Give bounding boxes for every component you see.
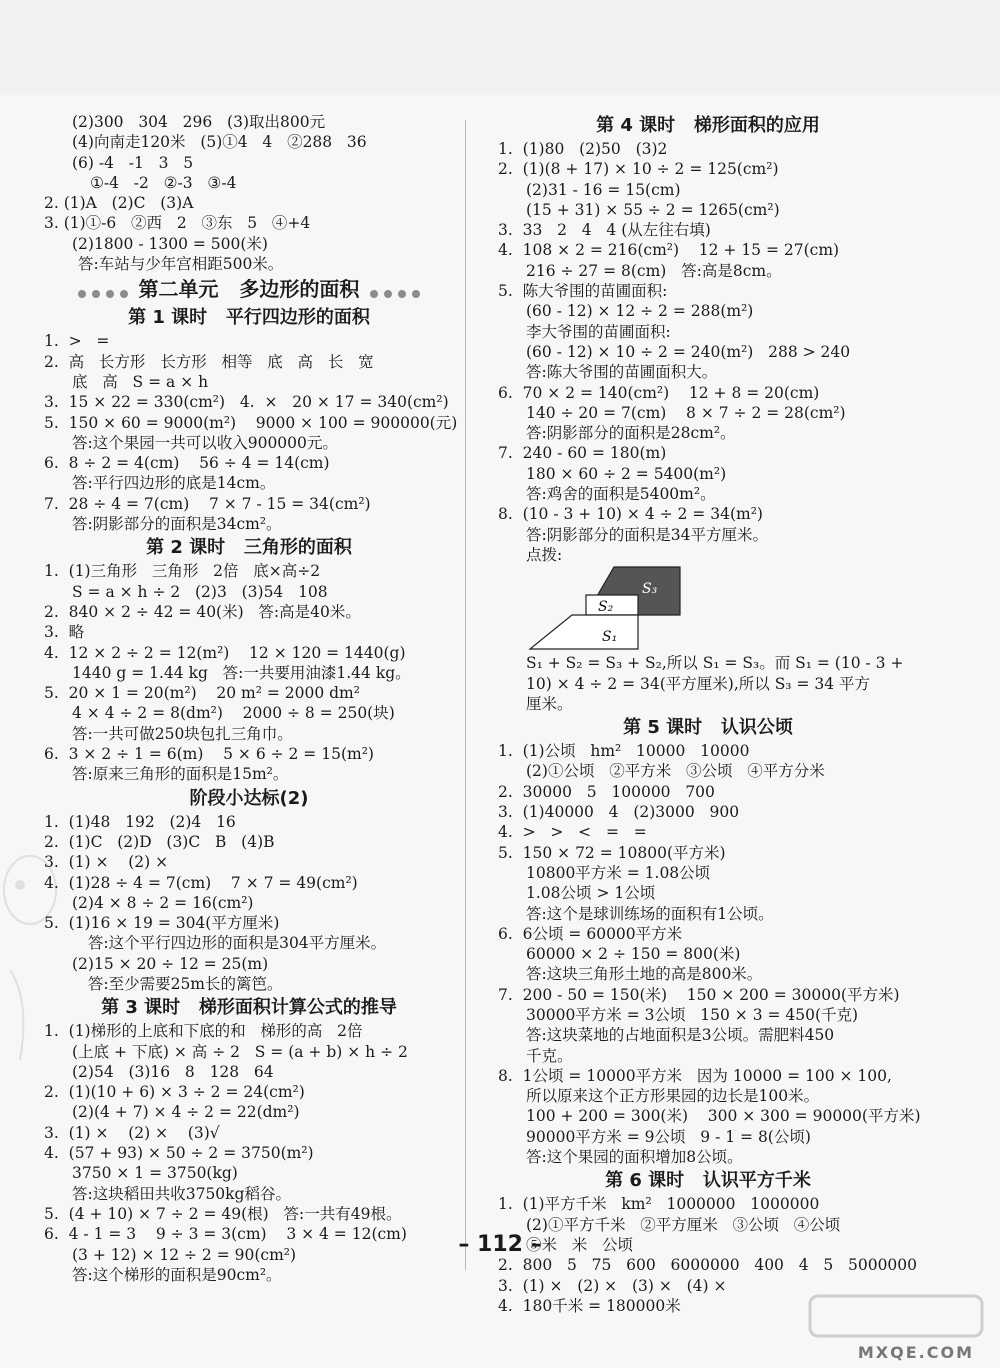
- answer-line: 7. 200 - 50 = 150(米) 150 × 200 = 30000(平方米): [498, 985, 900, 1004]
- answer-line: (2)15 × 20 ÷ 12 = 25(m): [72, 954, 269, 973]
- lesson-heading: 阶段小达标(2): [189, 787, 309, 809]
- answer-line: 1. > =: [44, 332, 110, 351]
- answer-line: 7. 240 - 60 = 180(m): [498, 444, 667, 463]
- answer-line: 答:鸡舍的面积是5400m²。: [526, 485, 716, 504]
- answer-line: 6. 4 - 1 = 3 9 ÷ 3 = 3(cm) 3 × 4 = 12(cm): [44, 1225, 407, 1244]
- unit-heading: [44, 274, 454, 304]
- unit-heading-text: 第二单元 多边形的面积: [138, 277, 360, 302]
- answer-line: 答:阴影部分的面积是34cm²。: [72, 515, 282, 534]
- answer-line: 1. (1)梯形的上底和下底的和 梯形的高 2倍: [44, 1022, 363, 1041]
- answer-line: 5. 150 × 60 = 9000(m²) 9000 × 100 = 900000(元): [44, 413, 458, 432]
- answer-line: 6. 8 ÷ 2 = 4(cm) 56 ÷ 4 = 14(cm): [44, 454, 330, 473]
- answer-line: 2. (1)C (2)D (3)C B (4)B: [44, 832, 275, 851]
- s3-label: S₃: [642, 581, 658, 598]
- answer-line: 答:阴影部分的面积是34平方厘米。: [526, 525, 768, 544]
- answer-line: 3. (1)40000 4 (2)3000 900: [498, 803, 740, 822]
- answer-line: 1. (1)48 192 (2)4 16: [44, 812, 236, 831]
- right-answer-column: [498, 112, 921, 1316]
- decorative-dots: [367, 276, 423, 306]
- lesson-heading: 第 2 课时 三角形的面积: [146, 537, 352, 559]
- answer-line: 1440 g = 1.44 kg 答:一共要用油漆1.44 kg。: [72, 663, 411, 682]
- answer-line: 答:这块稻田共收3750kg稻谷。: [72, 1184, 291, 1203]
- answer-line: 答:至少需要25m长的篱笆。: [78, 974, 283, 993]
- answer-line: 8. 1公顷 = 10000平方米 因为 10000 = 100 × 100,: [498, 1066, 892, 1085]
- answer-line: 厘米。: [526, 694, 573, 713]
- answer-line: (2)1800 - 1300 = 500(米): [72, 234, 268, 253]
- answer-line: 答:这块三角形土地的高是800米。: [526, 965, 763, 984]
- answer-line: (上底 + 下底) × 高 ÷ 2 S = (a + b) × h ÷ 2: [72, 1042, 408, 1061]
- column-divider: [465, 120, 466, 1270]
- answer-line: 216 ÷ 27 = 8(cm) 答:高是8cm。: [526, 261, 782, 280]
- answer-line: 8. (10 - 3 + 10) × 4 ÷ 2 = 34(m²): [498, 505, 763, 524]
- answer-line: (2)54 (3)16 8 128 64: [72, 1062, 274, 1081]
- answer-line: (4)向南走120米 (5)①4 4 ②288 36: [72, 133, 367, 152]
- answer-line: 5. 陈大爷围的苗圃面积:: [498, 282, 668, 301]
- answer-line: 1.08公顷 > 1公顷: [526, 884, 656, 903]
- answer-line: 底 高 S = a × h: [72, 372, 209, 391]
- lesson-heading: 第 1 课时 平行四边形的面积: [128, 307, 370, 329]
- answer-line: 2. (1)(10 + 6) × 3 ÷ 2 = 24(cm²): [44, 1083, 305, 1102]
- page-number: – 112 –: [458, 1232, 542, 1257]
- answer-line: ①-4 -2 ②-3 ③-4: [90, 173, 237, 192]
- answer-line: 答:这个梯形的面积是90cm²。: [72, 1265, 282, 1284]
- answer-line: 6. 70 × 2 = 140(cm²) 12 + 8 = 20(cm): [498, 383, 820, 402]
- answer-line: 60000 × 2 ÷ 150 = 800(米): [526, 945, 741, 964]
- answer-line: 4. (57 + 93) × 50 ÷ 2 = 3750(m²): [44, 1144, 314, 1163]
- answer-line: S = a × h ÷ 2 (2)3 (3)54 108: [72, 582, 328, 601]
- answer-line: 答:阴影部分的面积是28cm²。: [526, 424, 736, 443]
- answer-line: 3750 × 1 = 3750(kg): [72, 1164, 238, 1183]
- answer-line: (60 - 12) × 10 ÷ 2 = 240(m²) 288 > 240: [526, 342, 851, 361]
- watermark-text: MXQE.COM: [857, 1343, 974, 1362]
- answer-line: 2. 840 × 2 ÷ 42 = 40(米) 答:高是40米。: [44, 602, 361, 621]
- answer-line: 答:这个果园的面积增加8公顷。: [526, 1148, 743, 1167]
- answer-line: 点拨:: [526, 545, 563, 564]
- answer-line: 答:平行四边形的底是14cm。: [72, 474, 276, 493]
- answer-line: 5. 20 × 1 = 20(m²) 20 m² = 2000 dm²: [44, 684, 360, 703]
- answer-line: 10) × 4 ÷ 2 = 34(平方厘米),所以 S₃ = 34 平方: [526, 674, 871, 693]
- answer-line: 4 × 4 ÷ 2 = 8(dm²) 2000 ÷ 8 = 250(块): [72, 704, 395, 723]
- lesson-heading: 第 3 课时 梯形面积计算公式的推导: [101, 997, 397, 1019]
- answer-line: 90000平方米 = 9公顷 9 - 1 = 8(公顷): [526, 1127, 811, 1146]
- answer-line: 千克。: [526, 1046, 573, 1065]
- answer-line: 3. (1) × (2) × (3) × (4) ×: [498, 1276, 727, 1295]
- left-answer-column: [44, 112, 458, 1285]
- answer-line: 4. > > < = =: [498, 823, 647, 842]
- answer-line: 1. (1)三角形 三角形 2倍 底×高÷2: [44, 562, 321, 581]
- answer-line: 2. 800 5 75 600 6000000 400 4 5 5000000: [498, 1256, 918, 1275]
- answer-line: 2. 30000 5 100000 700: [498, 782, 715, 801]
- answer-line: ⑤米 米 公顷: [526, 1235, 634, 1254]
- answer-line: 答:一共可做250块包扎三角巾。: [72, 724, 293, 743]
- answer-line: 180 × 60 ÷ 2 = 5400(m²): [526, 464, 727, 483]
- answer-line: 李大爷围的苗圃面积:: [526, 322, 671, 341]
- answer-line: (2)4 × 8 ÷ 2 = 16(cm²): [72, 893, 254, 912]
- answer-line: 答:这个是球训练场的面积有1公顷。: [526, 904, 774, 923]
- answer-line: (60 - 12) × 12 ÷ 2 = 288(m²): [526, 302, 754, 321]
- answer-line: 140 ÷ 20 = 7(cm) 8 × 7 ÷ 2 = 28(cm²): [526, 403, 846, 422]
- answer-line: 3. (1) × (2) ×: [44, 853, 169, 872]
- answer-line: 答:这个果园一共可以收入900000元。: [72, 433, 338, 452]
- answer-line: 5. 150 × 72 = 10800(平方米): [498, 843, 726, 862]
- lesson-heading: 第 6 课时 认识平方千米: [605, 1170, 811, 1192]
- answer-line: 6. 6公顷 = 60000平方米: [498, 924, 683, 943]
- answer-line: 3. 33 2 4 4 (从左往右填): [498, 221, 711, 240]
- decorative-dots: [75, 276, 131, 306]
- answer-line: 1. (1)平方千米 km² 1000000 1000000: [498, 1195, 820, 1214]
- lesson-heading: 第 4 课时 梯形面积的应用: [596, 115, 820, 136]
- s1-label: S₁: [602, 629, 618, 646]
- answer-line: (2)①公顷 ②平方米 ③公顷 ④平方分米: [526, 762, 825, 781]
- answer-line: (3 + 12) × 12 ÷ 2 = 90(cm²): [72, 1245, 297, 1264]
- answer-line: 30000平方米 = 3公顷 150 × 3 = 450(千克): [526, 1005, 859, 1024]
- answer-line: (2)300 304 296 (3)取出800元: [72, 113, 326, 131]
- s2-label: S₂: [598, 599, 614, 616]
- lesson-heading: 第 5 课时 认识公顷: [623, 717, 793, 739]
- answer-line: 100 + 200 = 300(米) 300 × 300 = 90000(平方米): [526, 1107, 921, 1126]
- answer-line: 4. 108 × 2 = 216(cm²) 12 + 15 = 27(cm): [498, 241, 840, 260]
- answer-line: 1. (1)80 (2)50 (3)2: [498, 140, 668, 158]
- answer-line: 10800平方米 = 1.08公顷: [526, 863, 711, 882]
- page-top-margin: [0, 0, 1000, 95]
- answer-line: (6) -4 -1 3 5: [72, 153, 194, 172]
- answer-line: 3. 15 × 22 = 330(cm²) 4. × 20 × 17 = 340(cm²): [44, 393, 449, 412]
- answer-line: 2. 高 长方形 长方形 相等 底 高 长 宽: [44, 352, 374, 371]
- answer-line: 答:这块菜地的占地面积是3公顷。需肥料450: [526, 1026, 835, 1045]
- answer-line: 3. (1) × (2) × (3)√: [44, 1123, 220, 1142]
- answer-line: 7. 28 ÷ 4 = 7(cm) 7 × 7 - 15 = 34(cm²): [44, 494, 371, 513]
- answer-line: 4. (1)28 ÷ 4 = 7(cm) 7 × 7 = 49(cm²): [44, 873, 358, 892]
- answer-line: 1. (1)公顷 hm² 10000 10000: [498, 742, 750, 761]
- answer-line: 答:车站与少年宫相距500米。: [78, 255, 284, 274]
- answer-line: S₁ + S₂ = S₃ + S₂,所以 S₁ = S₃。而 S₁ = (10 - 3 +: [526, 654, 904, 673]
- answer-line: (15 + 31) × 55 ÷ 2 = 1265(cm²): [526, 200, 780, 219]
- answer-line: 所以原来这个正方形果园的边长是100米。: [526, 1087, 820, 1106]
- answer-line: (2)31 - 16 = 15(cm): [526, 180, 681, 199]
- answer-line: 4. 180千米 = 180000米: [498, 1296, 681, 1315]
- answer-line: 5. (4 + 10) × 7 ÷ 2 = 49(根) 答:一共有49根。: [44, 1204, 402, 1223]
- answer-line: 3. (1)①-6 ②西 2 ③东 5 ④+4: [44, 214, 311, 233]
- answer-line: 3. 略: [44, 623, 85, 642]
- answer-line: 6. 3 × 2 ÷ 1 = 6(m) 5 × 6 ÷ 2 = 15(m²): [44, 745, 374, 764]
- answer-line: 2. (1)(8 + 17) × 10 ÷ 2 = 125(cm²): [498, 160, 779, 179]
- answer-line: 2. (1)A (2)C (3)A: [44, 194, 194, 213]
- answer-line: 答:原来三角形的面积是15m²。: [72, 765, 289, 784]
- trapezoid-hint-figure: [498, 565, 918, 653]
- answer-line: 4. 12 × 2 ÷ 2 = 12(m²) 12 × 120 = 1440(g): [44, 643, 406, 662]
- answer-line: 5. (1)16 × 19 = 304(平方厘米): [44, 914, 280, 933]
- answer-line: (2)①平方千米 ②平方厘米 ③公顷 ④公顷: [526, 1215, 841, 1234]
- answer-line: 答:这个平行四边形的面积是304平方厘米。: [78, 934, 387, 953]
- answer-line: (2)(4 + 7) × 4 ÷ 2 = 22(dm²): [72, 1103, 300, 1122]
- answer-line: 答:陈大爷围的苗圃面积大。: [526, 363, 718, 382]
